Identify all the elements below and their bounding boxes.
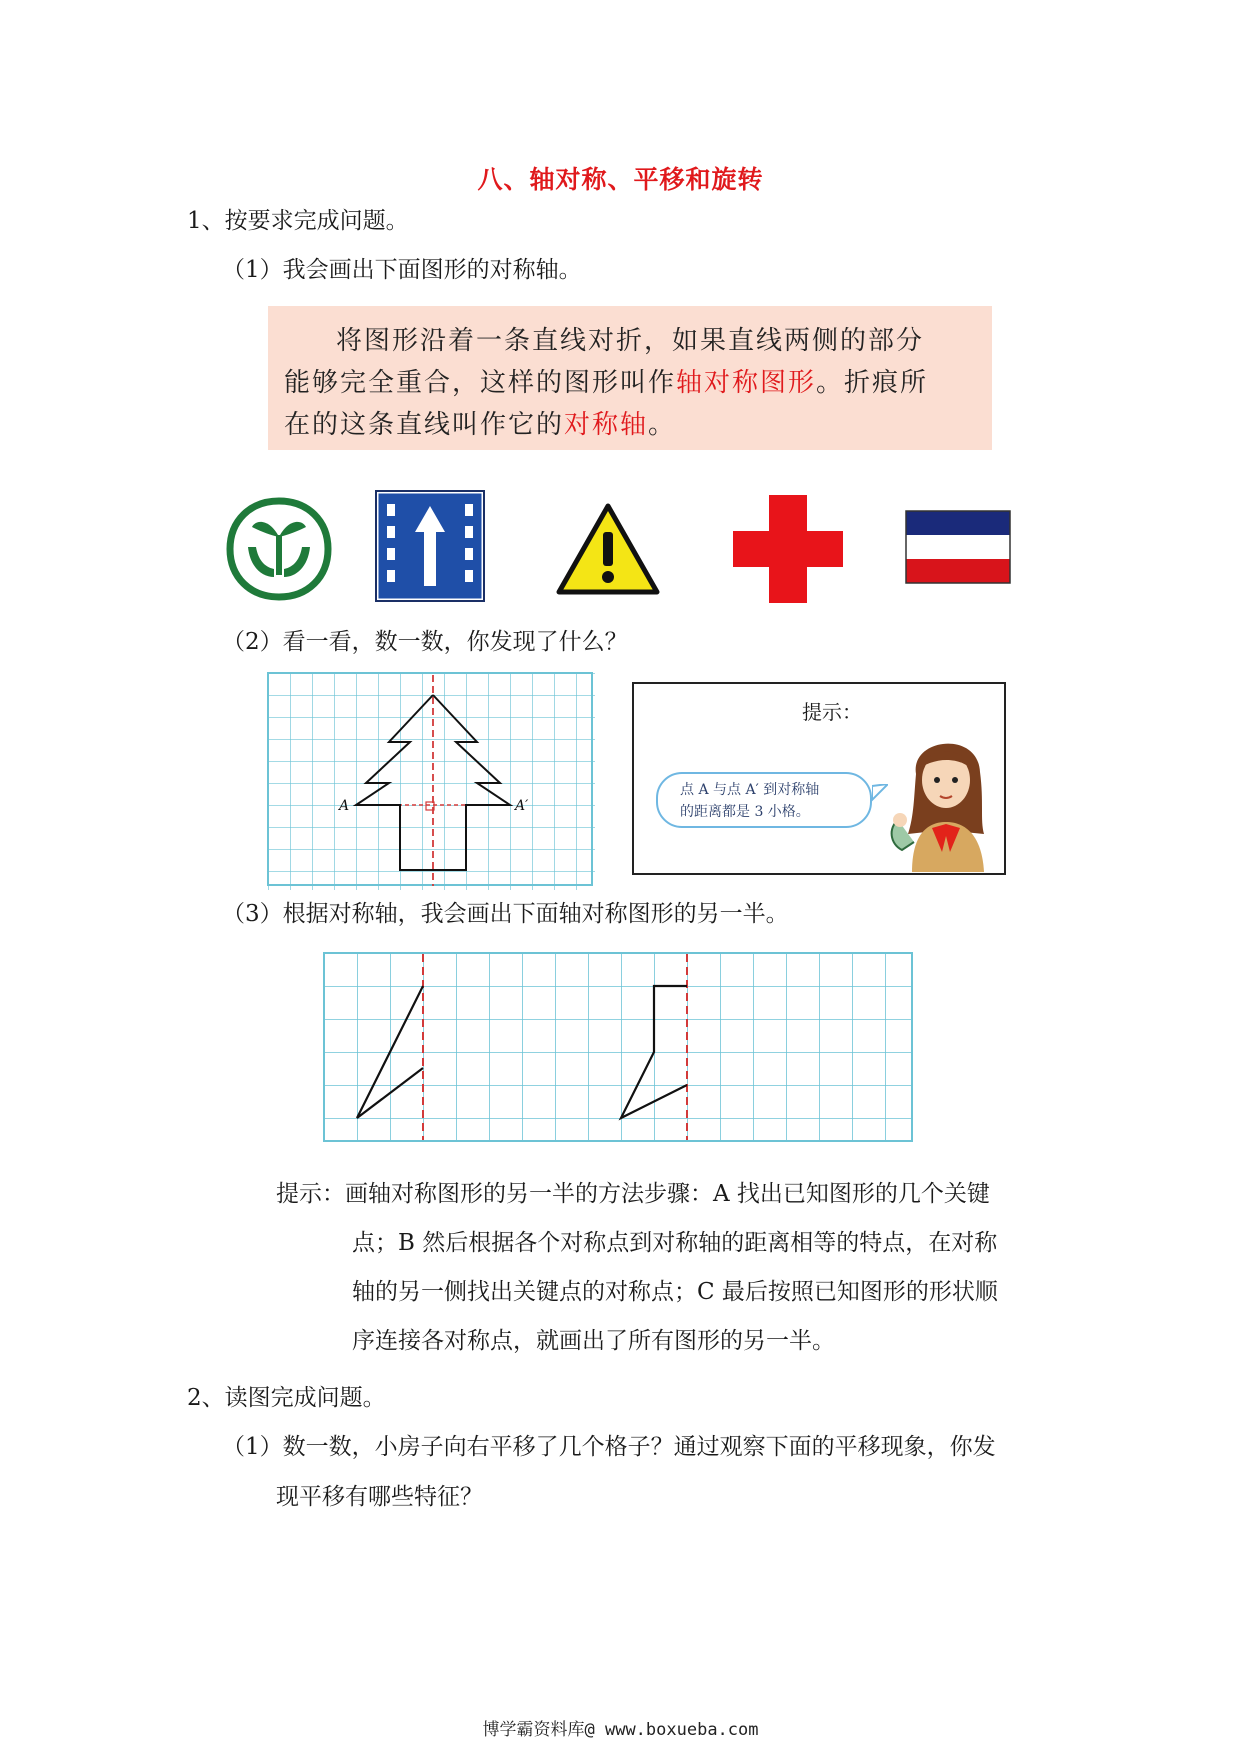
definition-line-3: 在的这条直线叫作它的对称轴。 — [284, 410, 677, 440]
question-1-part-3: （3）根据对称轴，我会画出下面轴对称图形的另一半。 — [222, 901, 789, 927]
footer-watermark: 博学霸资料库@ www.boxueba.com — [482, 1720, 759, 1740]
question-2-part-1-line-1: （1）数一数，小房子向右平移了几个格子？通过观察下面的平移现象，你发 — [222, 1434, 996, 1460]
hint-label: 提示： — [802, 700, 862, 724]
question-1-part-1: （1）我会画出下面图形的对称轴。 — [222, 257, 582, 283]
definition-line-1: 将图形沿着一条直线对折，如果直线两侧的部分 — [336, 326, 925, 356]
red-cross-icon — [733, 495, 843, 603]
speech-bubble: 点 A 与点 A′ 到对称轴 的距离都是 3 小格。 — [656, 772, 872, 828]
half-figures-grid — [321, 950, 915, 1144]
definition-line-2: 能够完全重合，这样的图形叫作轴对称图形。折痕所 — [284, 368, 929, 398]
question-2-heading: 2、读图完成问题。 — [187, 1385, 386, 1411]
term-axisymmetric-figure: 轴对称图形 — [676, 368, 817, 398]
girl-illustration-icon — [886, 724, 1004, 872]
tree-symmetry-grid — [265, 670, 595, 890]
page-title: 八、轴对称、平移和旋转 — [477, 165, 764, 194]
hint-box — [632, 682, 1006, 875]
tip-line-3: 轴的另一侧找出关键点的对称点；C 最后按照已知图形的形状顺 — [352, 1279, 998, 1305]
yellow-warning-triangle-icon — [555, 502, 661, 596]
blue-one-way-road-sign-icon — [375, 490, 485, 602]
question-2-part-1-line-2: 现平移有哪些特征？ — [276, 1484, 483, 1510]
definition-box — [268, 306, 992, 450]
point-a-label: A — [339, 798, 350, 814]
tip-line-2: 点；B 然后根据各个对称点到对称轴的距离相等的特点，在对称 — [352, 1230, 998, 1256]
green-leaf-hands-logo-icon — [226, 497, 332, 601]
tip-line-4: 序连接各对称点，就画出了所有图形的另一半。 — [352, 1328, 835, 1354]
blue-white-red-flag-icon — [905, 510, 1011, 584]
term-axis-of-symmetry: 对称轴 — [564, 410, 649, 440]
question-1-heading: 1、按要求完成问题。 — [187, 208, 409, 234]
point-a-prime-label: A′ — [515, 798, 529, 814]
question-1-part-2: （2）看一看，数一数，你发现了什么？ — [222, 629, 628, 655]
tip-line-1: 提示：画轴对称图形的另一半的方法步骤：A 找出已知图形的几个关键 — [276, 1181, 990, 1207]
